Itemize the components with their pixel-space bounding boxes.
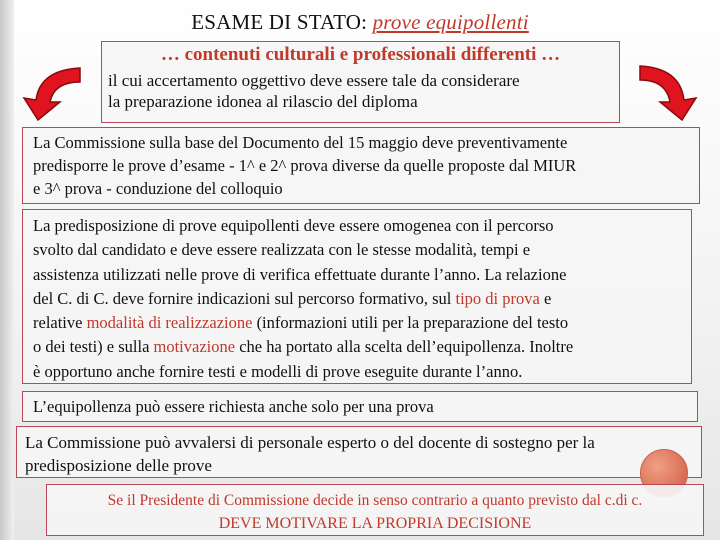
slide-frame-left [0, 0, 14, 540]
cultural-content-box [101, 41, 620, 123]
text-line [33, 335, 681, 359]
text-line: la preparazione idonea al rilascio del diploma [108, 92, 418, 111]
text-line: svolto dal candidato e deve essere realizzata con le stesse modalità, tempi e [33, 240, 531, 260]
text-line: è opportuno anche fornire testi e modelli di prove eseguite durante l’anno. [33, 361, 523, 381]
text-line: L’equipollenza può essere richiesta anche solo per una prova [33, 397, 434, 416]
equivalent-tests-box [22, 209, 692, 384]
commission-exams-box [22, 127, 700, 204]
text-line [33, 311, 681, 335]
slide-title [0, 10, 720, 35]
text-segment: del C. di C. deve fornire indicazioni sul percorso formativo, sul [33, 288, 456, 308]
text-segment: relative [33, 313, 87, 333]
cultural-content-heading: … contenuti culturali e professionali differenti … [160, 44, 561, 65]
text-line: predisporre le prove d’esame - 1^ e 2^ prova diverse da quelle proposte dal MIUR [33, 156, 577, 175]
highlight-modalita: modalità di realizzazione [86, 313, 253, 333]
text-line: Se il Presidente di Commissione decide in senso contrario a quanto previsto dal c.di c. [107, 492, 643, 509]
text-line: La Commissione può avvalersi di personale esperto o del docente di sostegno per la [25, 433, 595, 452]
text-segment: (informazioni utili per la preparazione del testo [252, 313, 569, 333]
title-main: ESAME DI STATO: [191, 10, 373, 34]
text-line: La predisposizione di prove equipollenti deve essere omogenea con il percorso [33, 216, 554, 235]
text-line [33, 287, 681, 311]
title-emphasis: prove equipollenti [372, 10, 529, 34]
highlight-tipo-di-prova: tipo di prova [455, 288, 540, 308]
curved-arrow-down-right-icon [634, 60, 700, 124]
text-segment: che ha portato alla scelta dell’equipollenza. Inoltre [235, 337, 574, 357]
single-test-box [22, 391, 698, 422]
text-line: DEVE MOTIVARE LA PROPRIA DECISIONE [218, 515, 532, 532]
text-segment: o dei testi) e sulla [33, 337, 154, 357]
highlight-motivazione: motivazione [153, 337, 236, 357]
expert-staff-box [16, 426, 702, 478]
text-line: il cui accertamento oggettivo deve essere tale da considerare [108, 71, 520, 90]
cultural-content-text [108, 70, 613, 112]
president-decision-box [46, 484, 704, 536]
text-line: e 3^ prova - conduzione del colloquio [33, 179, 283, 198]
text-line: predisposizione delle prove [25, 456, 212, 475]
text-line: assistenza utilizzati nelle prove di verifica effettuate durante l’anno. La relazione [33, 264, 567, 284]
text-line: La Commissione sulla base del Documento del 15 maggio deve preventivamente [33, 133, 568, 152]
text-segment: e [539, 288, 552, 308]
curved-arrow-down-left-icon [20, 62, 86, 124]
